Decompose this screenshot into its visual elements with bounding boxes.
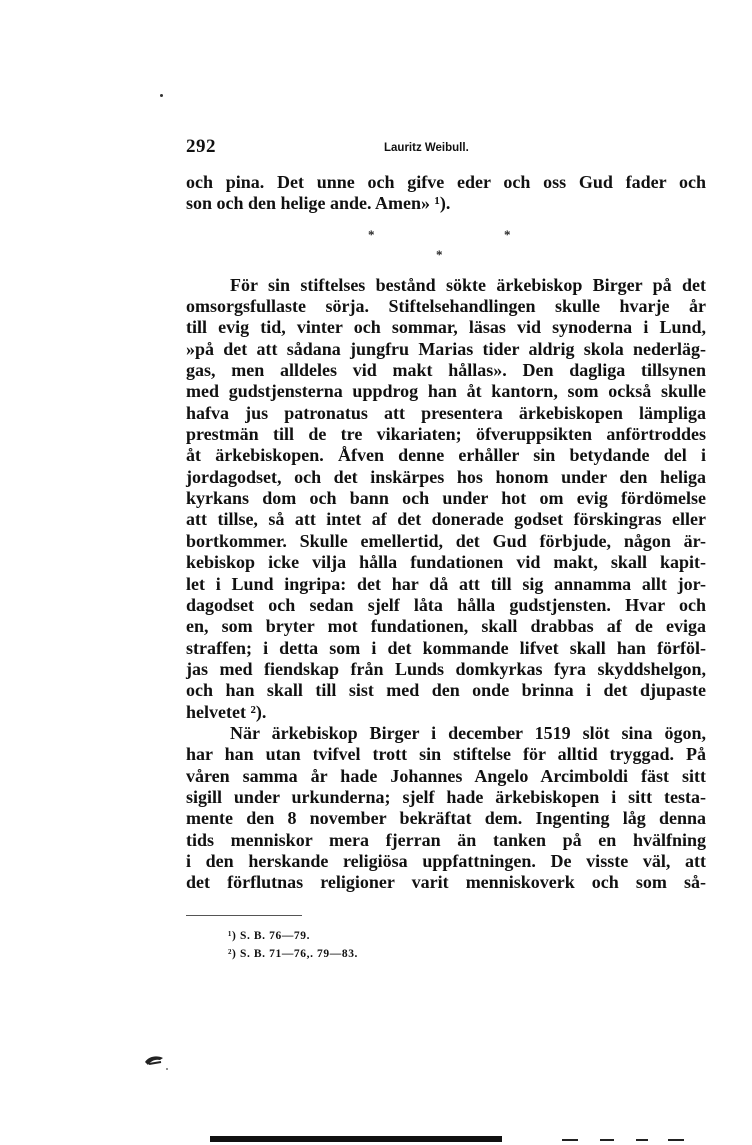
text-line: let i Lund ingripa: det har då att till sig annamma allt jor- bbox=[186, 573, 706, 594]
text-line: i den herskande religiösa uppfattningen. De visste väl, att bbox=[186, 850, 706, 871]
text-line: sigill under urkunderna; sjelf hade ärkebiskopen i sitt testa- bbox=[186, 786, 706, 807]
text-line: När ärkebiskop Birger i december 1519 slöt sina ögon, bbox=[230, 722, 706, 743]
paragraph bbox=[186, 723, 706, 894]
paragraph bbox=[186, 275, 706, 723]
text-line: bortkommer. Skulle emellertid, det Gud förbjude, någon är- bbox=[186, 530, 706, 551]
footnote-divider bbox=[186, 915, 302, 916]
running-title: Lauritz Weibull. bbox=[384, 142, 469, 154]
body-text bbox=[186, 172, 706, 894]
text-line: det förflutnas religioner varit menniskoverk och som så- bbox=[186, 872, 706, 893]
text-line: son och den helige ande. Amen» ¹). bbox=[186, 193, 451, 214]
text-line: och han skall till sist med den onde brinna i det djupaste bbox=[186, 680, 706, 701]
text-line: tids menniskor mera fjerran än tanken på en hvälfning bbox=[186, 829, 706, 850]
scan-edge-bar bbox=[210, 1136, 502, 1142]
scan-edge-dash bbox=[562, 1139, 578, 1141]
text-line: jordagodset, och det inskärpes hos honom under den heliga bbox=[186, 466, 706, 487]
scan-edge-dash bbox=[668, 1139, 684, 1141]
text-line: till evig tid, vinter och sommar, läsas vid synoderna i Lund, bbox=[186, 317, 706, 338]
scan-edge-dash bbox=[636, 1139, 648, 1141]
text-line: med gudstjensterna uppdrog han åt kantorn, som också skulle bbox=[186, 381, 706, 402]
text-line: prestmän till de tre vikariaten; öfveruppsikten anförtroddes bbox=[186, 424, 706, 445]
page-number: 292 bbox=[186, 136, 216, 157]
page-header bbox=[186, 136, 706, 162]
text-line: omsorgsfullaste sörja. Stiftelsehandlingen skulle hvarje år bbox=[186, 296, 706, 317]
text-line: en, som bryter mot fundationen, skall drabbas af de eviga bbox=[186, 616, 706, 637]
section-break bbox=[186, 215, 706, 275]
text-line: mente den 8 november bekräftat dem. Ingenting låg denna bbox=[186, 808, 706, 829]
intro-paragraph bbox=[186, 172, 706, 215]
text-line: åt ärkebiskopen. Åfven denne erhåller sin betydande del i bbox=[186, 445, 706, 466]
text-line: »på det att sådana jungfru Marias tider aldrig skola nederläg- bbox=[186, 338, 706, 359]
text-line: gas, men alldeles vid makt hållas». Den dagliga tillsynen bbox=[186, 360, 706, 381]
asterisk: * bbox=[368, 226, 375, 242]
text-line: att tillse, så att intet af det donerade godset förskingras eller bbox=[186, 509, 706, 530]
text-line: jas med fiendskap från Lunds domkyrkas fyra skyddshelgon, bbox=[186, 658, 706, 679]
text-line: och pina. Det unne och gifve eder och oss Gud fader och bbox=[186, 172, 706, 192]
text-line: För sin stiftelses bestånd sökte ärkebiskop Birger på det bbox=[230, 274, 706, 295]
text-line: kyrkans dom och bann och under hot om evig fördömelse bbox=[186, 488, 706, 509]
scan-edge-dash bbox=[600, 1139, 614, 1141]
ink-blot-icon bbox=[143, 1050, 173, 1072]
scan-speck bbox=[160, 94, 163, 97]
asterisk: * bbox=[504, 226, 511, 242]
footnote-1: ¹) S. B. 76—79. bbox=[228, 930, 311, 942]
asterisk: * bbox=[436, 246, 443, 262]
text-line: kebiskop icke vilja hålla fundationen vid makt, skall kapit- bbox=[186, 552, 706, 573]
text-line: straffen; i detta som i det kommande lifvet skall han förföl- bbox=[186, 637, 706, 658]
footnote-2: ²) S. B. 71—76,. 79—83. bbox=[228, 948, 359, 960]
text-line: dagodset och sedan sjelf låta hålla gudstjensten. Hvar och bbox=[186, 594, 706, 615]
text-line: helvetet ²). bbox=[186, 701, 267, 722]
text-line: hafva jus patronatus att presentera ärkebiskopen lämpliga bbox=[186, 402, 706, 423]
text-line: våren samma år hade Johannes Angelo Arcimboldi fäst sitt bbox=[186, 765, 706, 786]
text-line: har han utan tvifvel trott sin stiftelse för alltid tryggad. På bbox=[186, 744, 706, 765]
